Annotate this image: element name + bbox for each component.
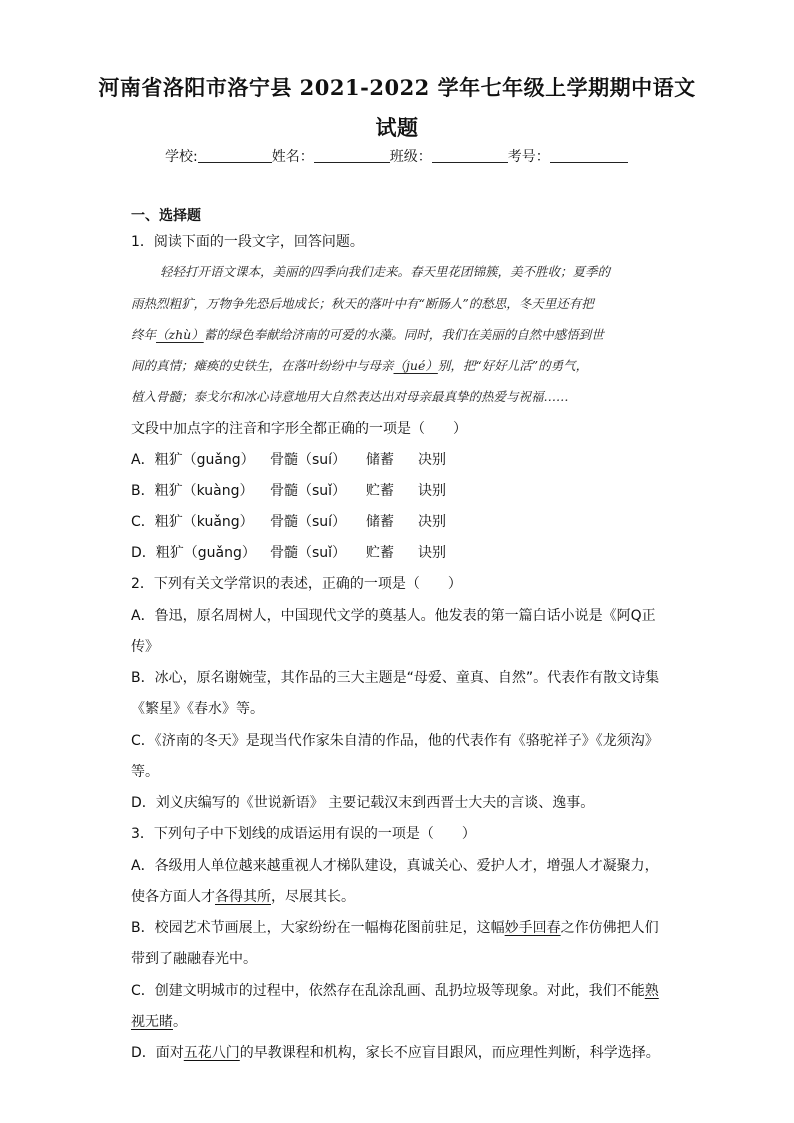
- q2-option-a-cont: 传》: [131, 639, 159, 655]
- q2-option-a: A．鲁迅，原名周树人，中国现代文学的奠基人。他发表的第一篇白话小说是《阿Q正: [131, 608, 656, 624]
- q1-option-a: A．粗犷（guǎng） 骨髓（suí） 储蓄 决别: [131, 452, 446, 468]
- id-blank: [550, 148, 628, 163]
- q2-option-c: C．《济南的冬天》是现当代作家朱自清的作品，他的代表作有《骆驼祥子》《龙须沟》: [131, 733, 659, 749]
- passage-line: 植入骨髓；泰戈尔和冰心诗意地用大自然表达出对母亲最真挚的热爱与祝福……: [131, 389, 569, 404]
- q1-option-c: C．粗犷（kuǎng） 骨髓（suí） 储蓄 决别: [131, 514, 446, 530]
- name-blank: [314, 148, 390, 163]
- q2-stem: 2．下列有关文学常识的表述，正确的一项是（ ）: [131, 576, 462, 592]
- underlined-idiom: 各得其所: [215, 889, 271, 905]
- underlined-idiom: 熟: [644, 983, 659, 999]
- underlined-idiom: 五花八门: [183, 1045, 240, 1061]
- student-info-row: [165, 146, 628, 166]
- q2-option-b: B．冰心，原名谢婉莹，其作品的三大主题是“母爱、童真、自然”。代表作有散文诗集: [131, 670, 660, 686]
- passage-line: 雨热烈粗犷，万物争先恐后地成长；秋天的落叶中有“断肠人”的愁思，冬天里还有把: [131, 296, 594, 311]
- id-label: 考号：: [507, 149, 550, 165]
- q3-option-d: D．面对五花八门的早教课程和机构，家长不应盲目跟风，而应理性判断，科学选择。: [131, 1045, 660, 1061]
- underlined-idiom: 视无睹: [131, 1014, 173, 1030]
- school-label: 学校:: [165, 149, 198, 165]
- q3-option-a-cont: 使各方面人才各得其所，尽展其长。: [131, 889, 355, 905]
- pinyin-blank: （zhù）: [156, 327, 204, 342]
- class-label: 班级：: [389, 149, 432, 165]
- q1-question: 文段中加点字的注音和字形全都正确的一项是（ ）: [131, 421, 467, 437]
- q3-stem: 3．下列句子中下划线的成语运用有误的一项是（ ）: [131, 826, 476, 842]
- passage-line: 间的真情；瘫痪的史铁生，在落叶纷纷中与母亲（jué）别，把“好好儿活”的勇气，: [131, 358, 589, 373]
- name-label: 姓名：: [271, 149, 314, 165]
- page-title-line2: 试题: [375, 115, 419, 140]
- q1-stem: 1．阅读下面的一段文字，回答问题。: [131, 234, 364, 250]
- q3-option-a: A．各级用人单位越来越重视人才梯队建设，真诚关心、爱护人才，增强人才凝聚力，: [131, 858, 659, 874]
- q3-option-c: C．创建文明城市的过程中，依然存在乱涂乱画、乱扔垃圾等现象。对此，我们不能熟: [131, 983, 659, 999]
- q2-option-d: D．刘义庆编写的《世说新语》 主要记载汉末到西晋士大夫的言谈、逸事。: [131, 795, 595, 811]
- q2-option-c-cont: 等。: [131, 764, 159, 780]
- q3-option-c-cont: 视无睹。: [131, 1014, 187, 1030]
- pinyin-blank: （jué）: [393, 358, 438, 373]
- q3-option-b-cont: 带到了融融春光中。: [131, 951, 257, 967]
- section-heading: 一、选择题: [131, 208, 201, 224]
- passage-line: 轻轻打开语文课本，美丽的四季向我们走来。春天里花团锦簇，美不胜收；夏季的: [160, 264, 611, 279]
- class-blank: [432, 148, 508, 163]
- q2-option-b-cont: 《繁星》《春水》等。: [131, 701, 264, 717]
- q1-option-b: B．粗犷（kuàng） 骨髓（suǐ） 贮蓄 诀别: [131, 483, 446, 499]
- school-blank: [198, 148, 272, 163]
- q3-option-b: B．校园艺术节画展上，大家纷纷在一幅梅花图前驻足，这幅妙手回春之作仿佛把人们: [131, 920, 659, 936]
- underlined-idiom: 妙手回春: [504, 920, 561, 936]
- page-title: 河南省洛阳市洛宁县 2021-2022 学年七年级上学期期中语文: [98, 75, 696, 100]
- q1-option-d: D．粗犷（guǎng） 骨髓（suǐ） 贮蓄 诀别: [131, 545, 446, 561]
- passage-line: 终年（zhù）蓄的绿色奉献给济南的可爱的水藻。同时，我们在美丽的自然中感悟到世: [131, 327, 604, 342]
